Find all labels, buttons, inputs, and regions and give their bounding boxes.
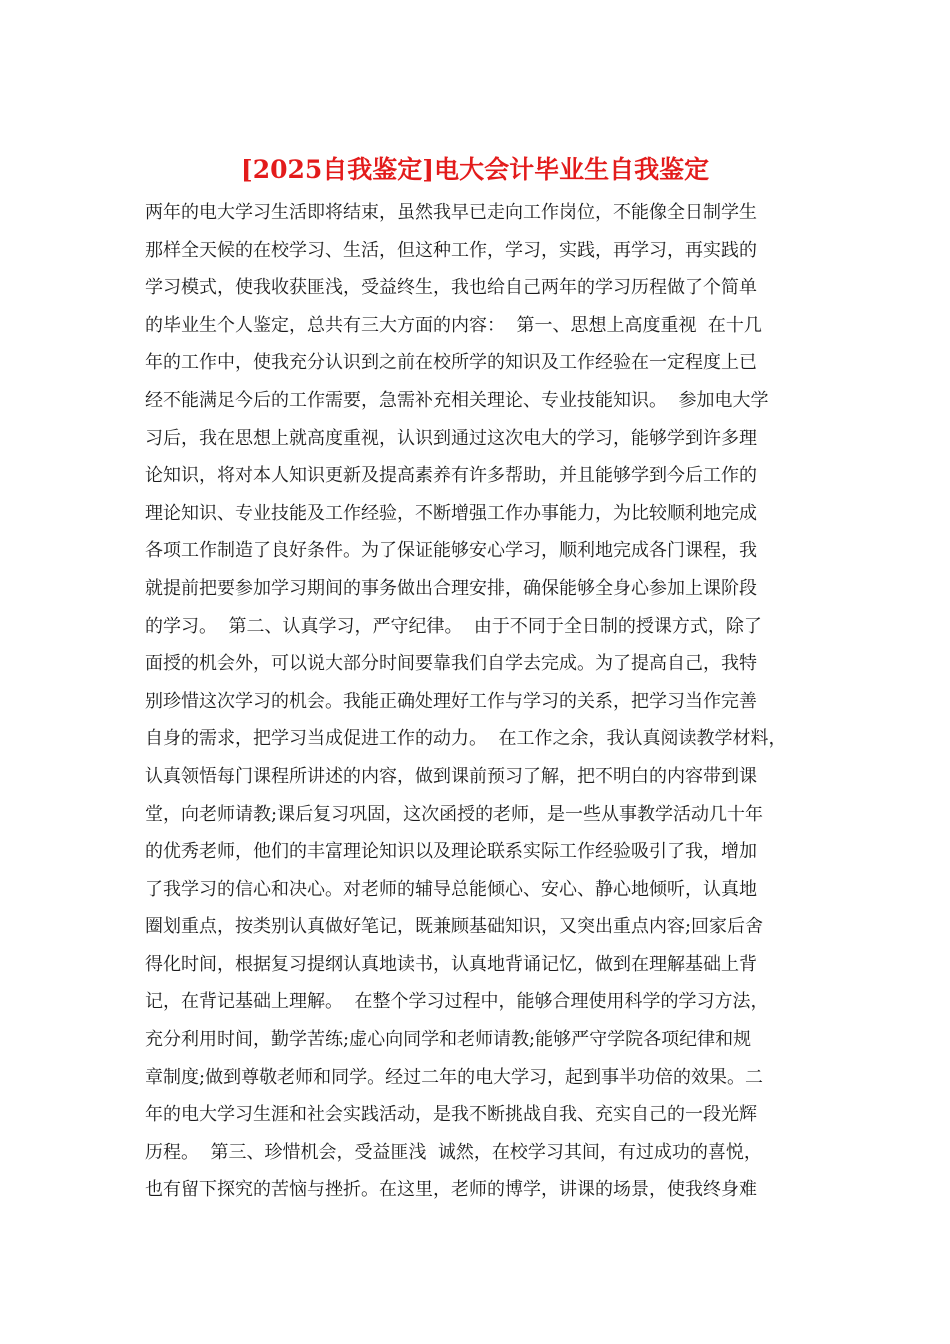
body-line: 章制度;做到尊敬老师和同学。经过二年的电大学习，起到事半功倍的效果。二 <box>145 1066 764 1088</box>
body-line: 的优秀老师，他们的丰富理论知识以及理论联系实际工作经验吸引了我，增加 <box>145 841 757 863</box>
body-line: 堂，向老师请教;课后复习巩固，这次函授的老师，是一些从事教学活动几十年 <box>145 803 764 825</box>
body-line: 历程。 第三、珍惜机会，受益匪浅 诚然，在校学习其间，有过成功的喜悦， <box>145 1141 762 1163</box>
body-line: 认真领悟每门课程所讲述的内容，做到课前预习了解，把不明白的内容带到课 <box>145 765 757 787</box>
body-line: 各项工作制造了良好条件。为了保证能够安心学习，顺利地完成各门课程，我 <box>145 540 757 562</box>
body-line: 圈划重点，按类别认真做好笔记，既兼顾基础知识，又突出重点内容;回家后舍 <box>145 916 764 938</box>
body-line: 也有留下探究的苦恼与挫折。在这里，老师的博学，讲课的场景，使我终身难 <box>145 1179 757 1201</box>
document-title: [2025自我鉴定]电大会计毕业生自我鉴定 <box>240 155 710 184</box>
body-line: 论知识，将对本人知识更新及提高素养有许多帮助，并且能够学到今后工作的 <box>145 465 757 487</box>
body-line: 经不能满足今后的工作需要，急需补充相关理论、专业技能知识。 参加电大学 <box>145 389 769 411</box>
body-line: 了我学习的信心和决心。对老师的辅导总能倾心、安心、静心地倾听，认真地 <box>145 878 757 900</box>
body-line: 理论知识、专业技能及工作经验，不断增强工作办事能力，为比较顺利地完成 <box>145 502 757 524</box>
body-line: 的毕业生个人鉴定，总共有三大方面的内容： 第一、思想上高度重视 在十几 <box>145 314 762 336</box>
body-line: 就提前把要参加学习期间的事务做出合理安排，确保能够全身心参加上课阶段 <box>145 577 757 599</box>
body-line: 年的工作中，使我充分认识到之前在校所学的知识及工作经验在一定程度上已 <box>145 352 757 374</box>
body-line: 年的电大学习生涯和社会实践活动，是我不断挑战自我、充实自己的一段光辉 <box>145 1104 757 1126</box>
body-line: 学习模式，使我收获匪浅，受益终生，我也给自己两年的学习历程做了个简单 <box>145 277 757 299</box>
body-line: 充分利用时间，勤学苦练;虚心向同学和老师请教;能够严守学院各项纪律和规 <box>145 1029 752 1051</box>
body-line: 记，在背记基础上理解。 在整个学习过程中，能够合理使用科学的学习方法， <box>145 991 769 1013</box>
body-line: 的学习。 第二、认真学习，严守纪律。 由于不同于全日制的授课方式，除了 <box>145 615 762 637</box>
body-line: 得化时间，根据复习提纲认真地读书，认真地背诵记忆，做到在理解基础上背 <box>145 953 757 975</box>
body-line: 那样全天候的在校学习、生活，但这种工作，学习，实践，再学习，再实践的 <box>145 239 757 261</box>
body-line: 面授的机会外，可以说大部分时间要靠我们自学去完成。为了提高自己，我特 <box>145 653 757 675</box>
body-line: 别珍惜这次学习的机会。我能正确处理好工作与学习的关系，把学习当作完善 <box>145 690 757 712</box>
body-line: 习后，我在思想上就高度重视，认识到通过这次电大的学习，能够学到许多理 <box>145 427 757 449</box>
body-line: 自身的需求，把学习当成促进工作的动力。 在工作之余，我认真阅读教学材料， <box>145 728 787 750</box>
document-body <box>145 194 825 1209</box>
body-line: 两年的电大学习生活即将结束，虽然我早已走向工作岗位，不能像全日制学生 <box>145 202 757 223</box>
